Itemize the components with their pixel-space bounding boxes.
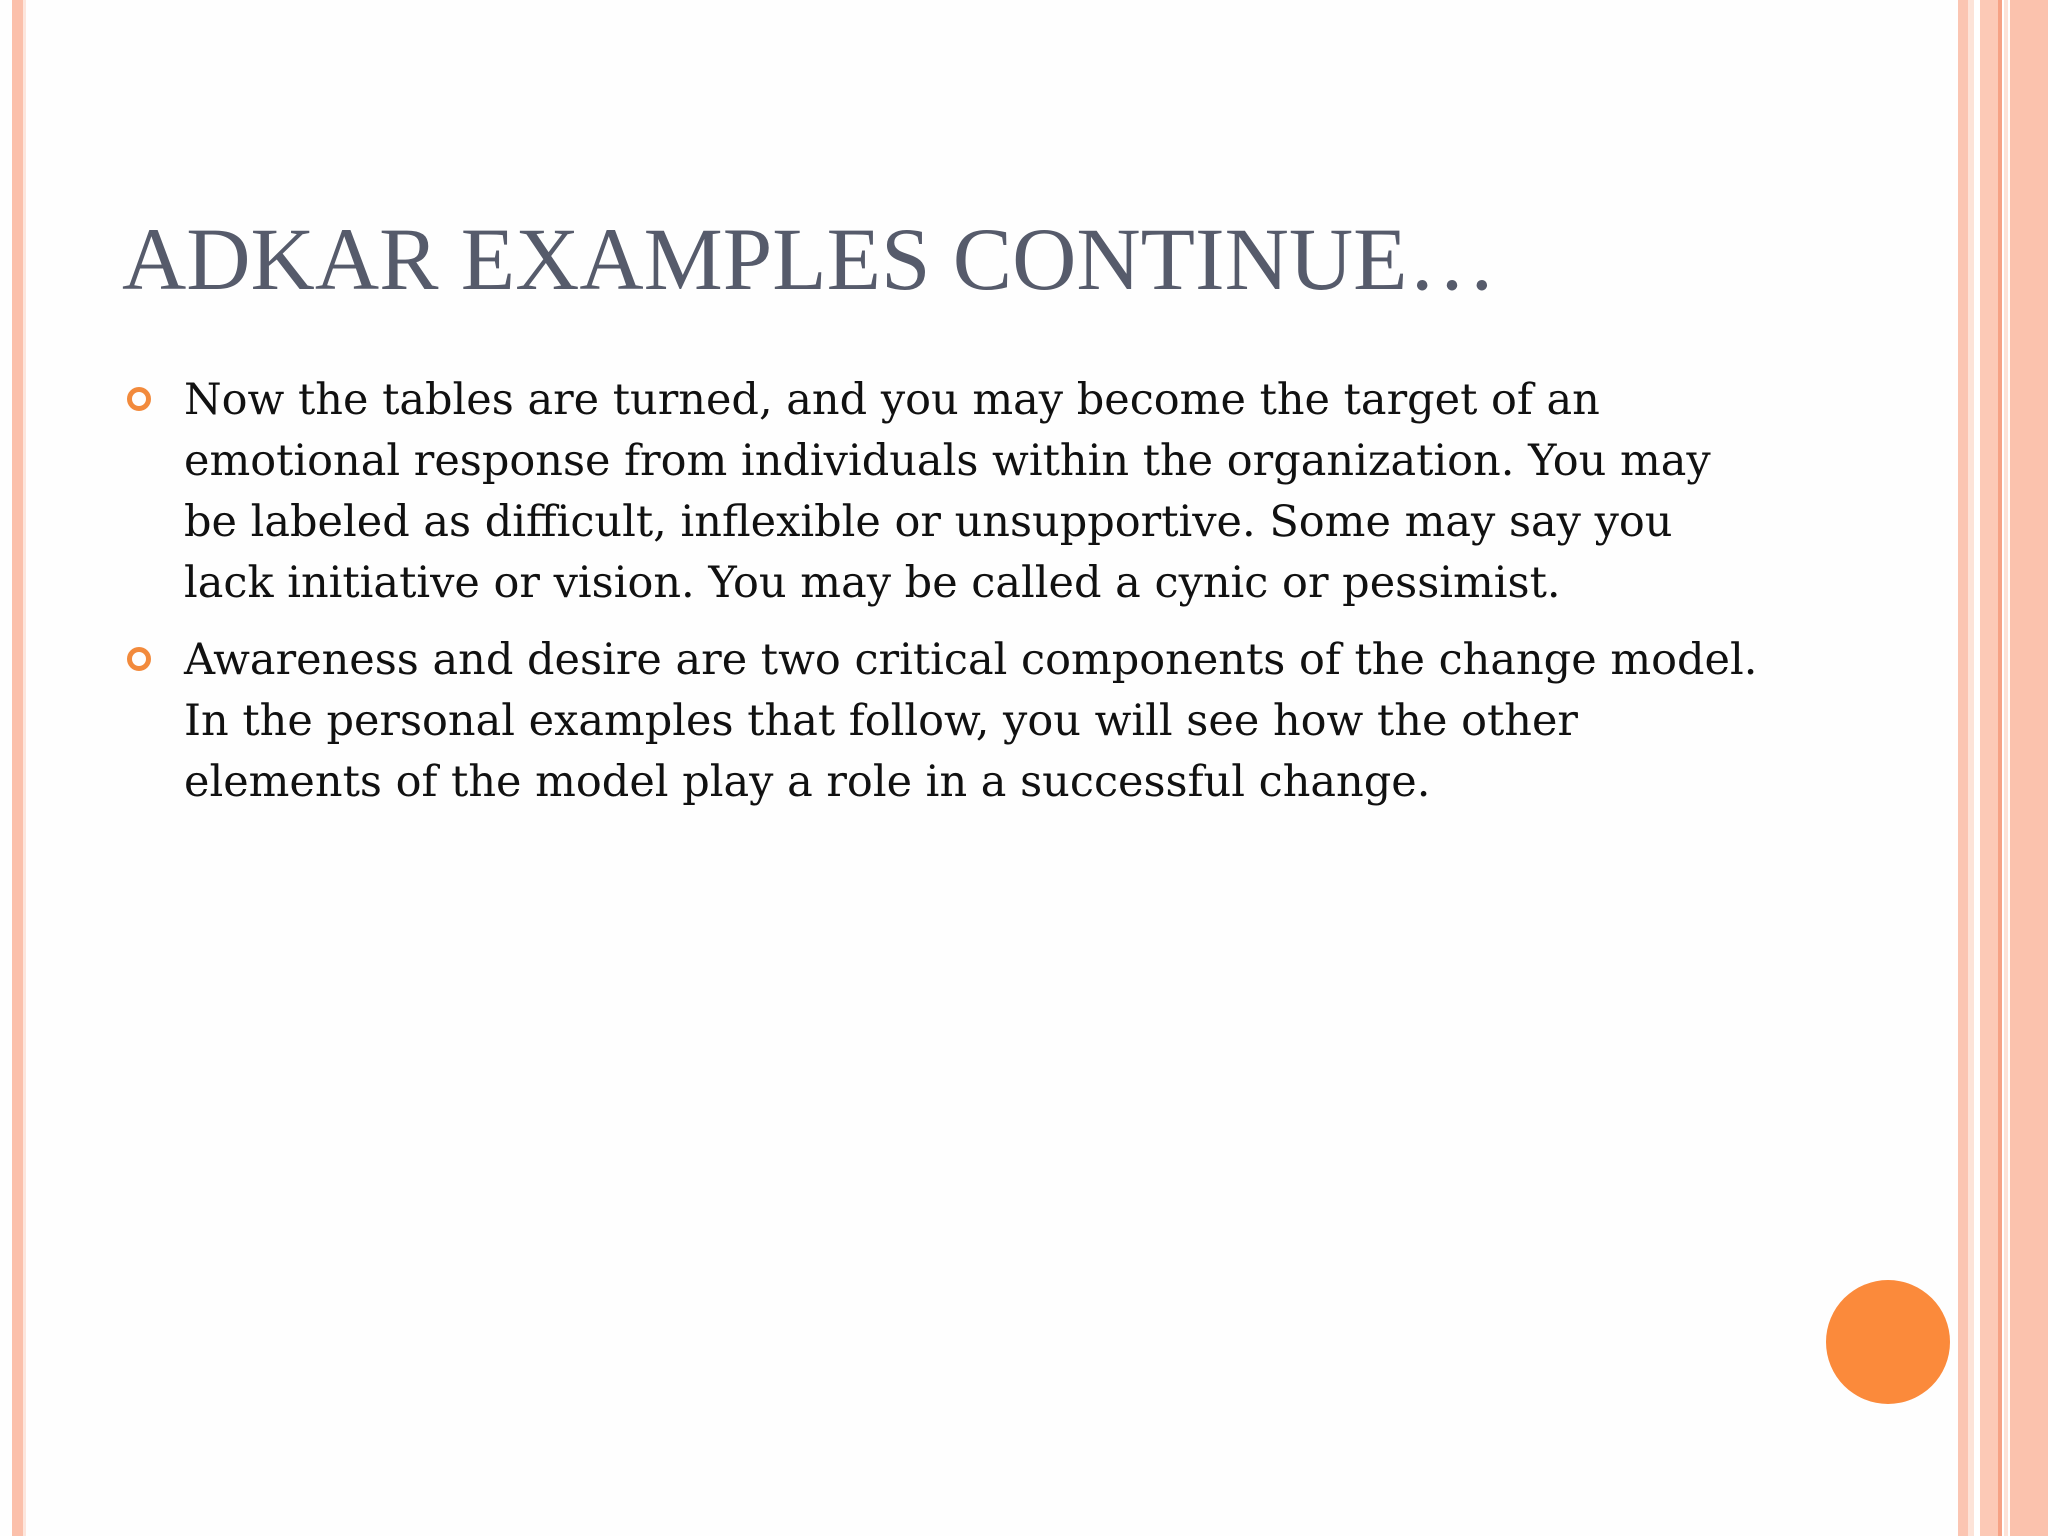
ring-bullet-icon: [127, 647, 151, 671]
left-border-stripe: [12, 0, 23, 1536]
right-border-stripe: [1968, 0, 1974, 1536]
right-border-stripe: [1980, 0, 1998, 1536]
bullet-list: [122, 370, 1762, 829]
left-border-stripe-light: [23, 0, 26, 1536]
right-border-stripe: [1958, 0, 1968, 1536]
bullet-item: [122, 370, 1762, 614]
right-border-stripe: [1998, 0, 2002, 1536]
bullet-text: Now the tables are turned, and you may become the target of an emotional response from individuals within the organization. You may be labeled as difficult, inflexible or unsupportive. Some may say you lack initiative or vision. You may be called a cynic or pessimist.: [184, 375, 1711, 608]
orange-circle-icon: [1826, 1280, 1950, 1404]
bullet-item: [122, 630, 1762, 813]
bullet-text: Awareness and desire are two critical components of the change model. In the personal examples that follow, you will see how the other elements of the model play a role in a successful change.: [184, 635, 1758, 807]
slide-title: ADKAR EXAMPLES CONTINUE…: [122, 211, 1497, 309]
ring-bullet-icon: [127, 387, 151, 411]
right-border-stripe: [2004, 0, 2008, 1536]
right-border-stripe: [2010, 0, 2048, 1536]
